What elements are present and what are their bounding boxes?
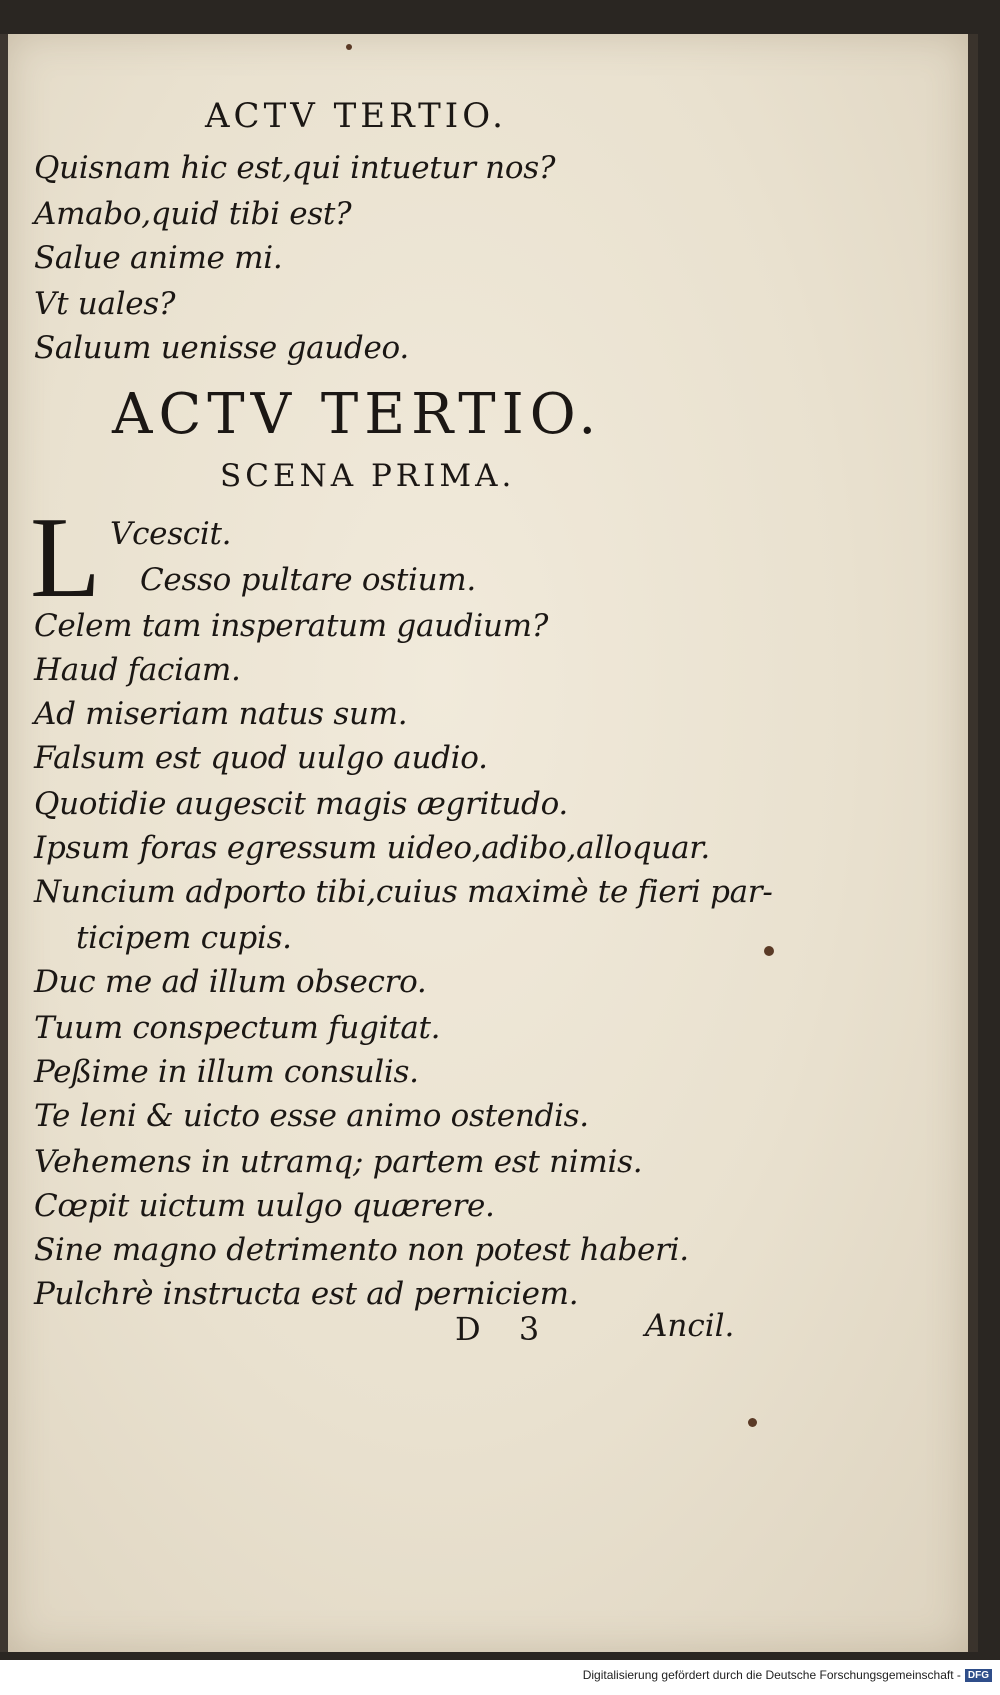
text-line: Peßime in illum consulis. [34,1054,419,1090]
text-line: Tuum conspectum fugitat. [34,1010,441,1046]
running-head: ACTV TERTIO. [205,96,507,136]
paper-stain [346,44,352,50]
catchword: Ancil. [645,1308,735,1344]
text-line: Saluum uenisse gaudeo. [34,330,409,366]
paper-stain [748,1418,757,1427]
paper-stain [764,946,774,956]
dfg-logo: DFG [965,1669,992,1682]
text-line: Cesso pultare ostium. [140,562,476,598]
text-line: Vcescit. [110,516,232,552]
signature-mark: D 3 [455,1310,554,1348]
text-line: Salue anime mi. [34,240,283,276]
text-line: Amabo,quid tibi est? [34,196,352,232]
text-line: Pulchrè instructa est ad perniciem. [34,1276,579,1312]
text-line: Haud faciam. [34,652,241,688]
text-line: Vehemens in utramq; partem est nimis. [34,1144,643,1180]
text-line: Quisnam hic est,qui intuetur nos? [34,150,556,186]
drop-capital: L [30,494,101,622]
credit-text: Digitalisierung gefördert durch die Deutsche Forschungsgemeinschaft - [582,1668,961,1682]
text-line: Sine magno detrimento non potest haberi. [34,1232,689,1268]
text-line: Falsum est quod uulgo audio. [34,740,488,776]
digitization-credit [583,1668,992,1682]
act-title: ACTV TERTIO. [112,382,603,447]
text-line: Ad miseriam natus sum. [34,696,408,732]
text-line: Nuncium adporto tibi,cuius maximè te fieri par- [34,874,773,910]
scene-title: SCENA PRIMA. [220,458,516,494]
text-line: Celem tam insperatum gaudium? [34,608,549,644]
text-line: Quotidie augescit magis ægritudo. [34,786,568,822]
text-line: Vt uales? [34,286,176,322]
text-line: Ipsum foras egressum uideo,adibo,alloquar. [34,830,710,866]
text-line: ticipem cupis. [76,920,292,956]
text-line: Cœpit uictum uulgo quærere. [34,1188,495,1224]
text-line: Te leni & uicto esse animo ostendis. [34,1098,589,1134]
text-line: Duc me ad illum obsecro. [34,964,427,1000]
